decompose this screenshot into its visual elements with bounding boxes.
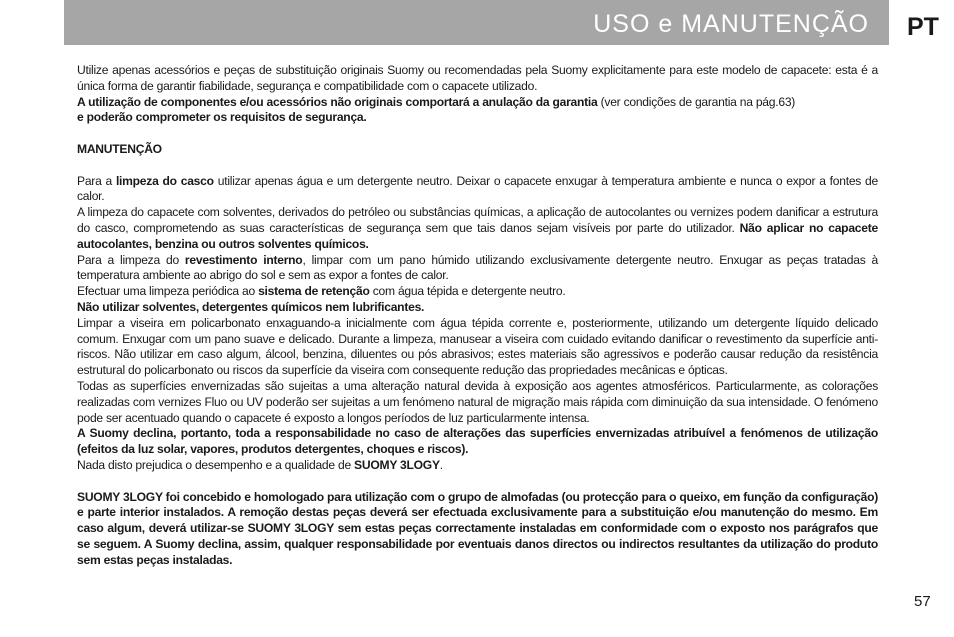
text: A limpeza do capacete com solventes, derivados do petróleo ou substâncias químicas, a aplicação de autocolantes ou vernizes podem danificar a estrutura do casco, comprometendo as suas características de segurança sem que tais danos sejam visíveis por parte do utilizador. bbox=[77, 205, 878, 235]
spacer bbox=[77, 474, 878, 490]
bold-text: limpeza do casco bbox=[115, 173, 214, 188]
maintenance-heading bbox=[77, 142, 878, 158]
language-tag: PT bbox=[907, 13, 939, 41]
spacer bbox=[77, 158, 878, 174]
paragraph-performance bbox=[77, 458, 878, 474]
bold-text: Não aplicar no capacete autocolantes, benzina ou outros solventes químicos. bbox=[77, 220, 878, 251]
text: Nada disto prejudica o desempenho e a qualidade de bbox=[77, 457, 355, 472]
paragraph-retention bbox=[77, 284, 878, 300]
bold-text: Não utilizar solventes, detergentes químicos nem lubrificantes. bbox=[77, 299, 425, 314]
text: com água tépida e detergente neutro. bbox=[369, 284, 566, 299]
intro-warning-bold: A utilização de componentes e/ou acessórios não originais comportará a anulação da garantia bbox=[77, 94, 598, 109]
paragraph-no-solvents bbox=[77, 300, 878, 316]
bold-text: revestimento interno bbox=[184, 252, 303, 267]
bold-text: SUOMY 3LOGY foi concebido e homologado para utilização com o grupo de almofadas (ou protecção para o queixo, em função da configuração) e parte interior instalados. A remoção destas peças deverá ser efectuada exclusivamente para a substituição e/ou manutenção do mesmo. Em caso algum, deverá utilizar-se SUOMY 3LOGY sem estas peças correctamente instaladas em conformidade com o exposto nos parágrafos que se seguem. A Suomy declina, assim, qualquer responsabilidade por eventuais danos directos ou indirectos resultantes da utilização do produto sem estas peças instaladas. bbox=[77, 489, 878, 567]
intro-paragraph bbox=[77, 63, 878, 126]
spacer bbox=[77, 126, 878, 142]
text: Todas as superfícies envernizadas são sujeitas a uma alteração natural devida à exposição aos agentes atmosféricos. Particularmente, as colorações realizadas com vernizes Fluo ou UV poderão ser sujeitas a um fenómeno natural de migração mais rápida com diminuição da sua intensidade. O fenómeno pode ser acentuado quando o capacete é exposto a longos períodos de luz particularmente intensa. bbox=[77, 378, 878, 425]
text: Limpar a viseira em policarbonato enxaguando-a inicialmente com água tépida corrente e, posteriormente, utilizando um detergente líquido delicado comum. Enxugar com um pano suave e delicado. Durante a limpeza, manusear a viseira com cuidado evitando danificar o revestimento da superfície anti-riscos. Não utilizar em caso algum, álcool, benzina, diluentes ou pós abrasivos; estes materiais são agressivos e poderão causar redução da resistência estrutural do policarbonato ou riscos da superfície da viseira com consequente redução das propriedades mecânicas e ópticas. bbox=[77, 315, 878, 378]
intro-warning-bold-2: e poderão comprometer os requisitos de segurança. bbox=[77, 110, 367, 125]
section-heading: USO e MANUTENÇÃO bbox=[593, 10, 869, 38]
text: utilizar apenas água e um detergente neutro. Deixar o capacete enxugar à temperatura ambiente e nunca o expor a fontes de calor. bbox=[77, 173, 879, 204]
header-bar bbox=[64, 0, 889, 45]
paragraph-visor bbox=[77, 316, 878, 379]
paragraph-painted-surfaces bbox=[77, 379, 878, 426]
text: , limpar com um pano húmido utilizando exclusivamente detergente neutro. Enxugar as peças tratadas à temperatura ambiente ao abrigo do sol e sem as expor a fontes de calor. bbox=[77, 252, 878, 283]
intro-warranty-ref: (ver condições de garantia na pág.63) bbox=[597, 94, 796, 109]
text: Para a limpeza do bbox=[77, 252, 185, 267]
text: Efectuar uma limpeza periódica ao bbox=[77, 284, 259, 299]
manual-body bbox=[77, 63, 878, 569]
bold-text: SUOMY 3LOGY bbox=[354, 457, 440, 472]
text: . bbox=[439, 457, 443, 472]
paragraph-interior bbox=[77, 253, 878, 285]
text: Para a bbox=[77, 173, 116, 188]
paragraph-homologation bbox=[77, 490, 878, 569]
paragraph-shell-cleaning bbox=[77, 174, 878, 206]
paragraph-disclaimer bbox=[77, 426, 878, 458]
paragraph-solvents bbox=[77, 205, 878, 252]
bold-text: sistema de retenção bbox=[258, 284, 370, 299]
intro-text: Utilize apenas acessórios e peças de substituição originais Suomy ou recomendadas pela Suomy explicitamente para este modelo de capacete: esta é a única forma de garantir fiabilidade, segurança e compatibilidade com o capacete utilizado. bbox=[77, 63, 878, 93]
bold-text: A Suomy declina, portanto, toda a responsabilidade no caso de alterações das superfícies envernizadas atribuível a fenómenos de utilização (efeitos da luz solar, vapores, produtos detergentes, choques e riscos). bbox=[77, 426, 878, 457]
page-number: 57 bbox=[914, 593, 931, 610]
maintenance-heading-text: MANUTENÇÃO bbox=[77, 141, 162, 156]
